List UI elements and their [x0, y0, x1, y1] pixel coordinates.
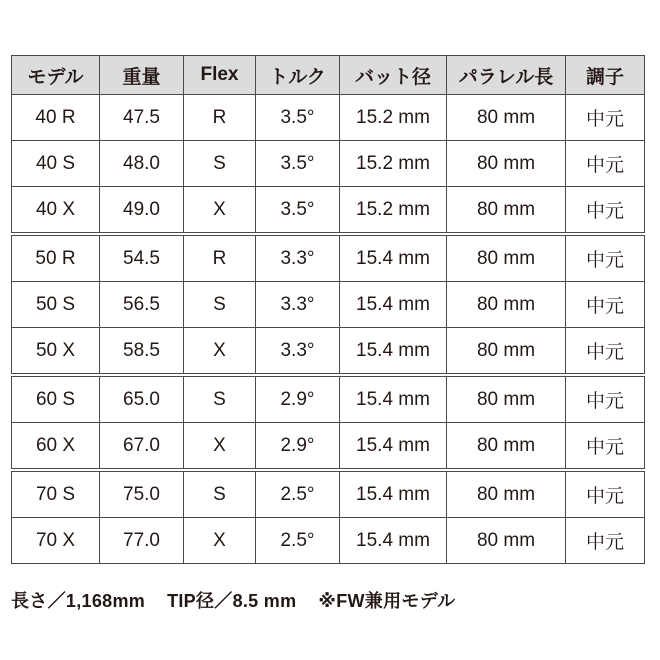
- cell-kick-point: 中元: [566, 282, 645, 328]
- cell-flex: X: [184, 328, 256, 376]
- table-row: [12, 234, 645, 282]
- cell-model: 70 S: [12, 470, 100, 518]
- cell-flex: X: [184, 423, 256, 471]
- cell-kick-point: 中元: [566, 470, 645, 518]
- footnote: [11, 587, 455, 613]
- cell-weight: 67.0: [100, 423, 184, 471]
- cell-model: 50 R: [12, 234, 100, 282]
- cell-parallel-length: 80 mm: [447, 141, 566, 187]
- cell-weight: 49.0: [100, 187, 184, 235]
- cell-butt-diameter: 15.4 mm: [340, 328, 447, 376]
- cell-torque: 3.5°: [256, 187, 340, 235]
- cell-parallel-length: 80 mm: [447, 282, 566, 328]
- cell-model: 50 S: [12, 282, 100, 328]
- cell-torque: 3.3°: [256, 328, 340, 376]
- header-weight: 重量: [100, 56, 184, 95]
- header-kick-point: 調子: [566, 56, 645, 95]
- table-row: [12, 282, 645, 328]
- shaft-spec-table: [11, 55, 645, 564]
- cell-parallel-length: 80 mm: [447, 234, 566, 282]
- cell-kick-point: 中元: [566, 423, 645, 471]
- cell-model: 40 R: [12, 95, 100, 141]
- cell-butt-diameter: 15.4 mm: [340, 423, 447, 471]
- cell-parallel-length: 80 mm: [447, 423, 566, 471]
- cell-model: 60 X: [12, 423, 100, 471]
- cell-flex: X: [184, 518, 256, 564]
- cell-torque: 2.5°: [256, 470, 340, 518]
- cell-weight: 56.5: [100, 282, 184, 328]
- cell-kick-point: 中元: [566, 187, 645, 235]
- cell-torque: 3.5°: [256, 95, 340, 141]
- cell-model: 70 X: [12, 518, 100, 564]
- cell-parallel-length: 80 mm: [447, 470, 566, 518]
- cell-kick-point: 中元: [566, 518, 645, 564]
- cell-butt-diameter: 15.4 mm: [340, 518, 447, 564]
- header-model: モデル: [12, 56, 100, 95]
- header-butt-diameter: バット径: [340, 56, 447, 95]
- cell-torque: 3.3°: [256, 282, 340, 328]
- table-row: [12, 470, 645, 518]
- cell-flex: R: [184, 234, 256, 282]
- cell-parallel-length: 80 mm: [447, 187, 566, 235]
- cell-kick-point: 中元: [566, 234, 645, 282]
- table-row: [12, 375, 645, 423]
- cell-model: 60 S: [12, 375, 100, 423]
- cell-weight: 77.0: [100, 518, 184, 564]
- cell-kick-point: 中元: [566, 141, 645, 187]
- cell-kick-point: 中元: [566, 375, 645, 423]
- cell-weight: 75.0: [100, 470, 184, 518]
- cell-parallel-length: 80 mm: [447, 328, 566, 376]
- cell-model: 50 X: [12, 328, 100, 376]
- table-body: [12, 95, 645, 564]
- cell-flex: S: [184, 282, 256, 328]
- header-parallel-length: パラレル長: [447, 56, 566, 95]
- cell-torque: 2.5°: [256, 518, 340, 564]
- cell-weight: 65.0: [100, 375, 184, 423]
- cell-weight: 48.0: [100, 141, 184, 187]
- footnote-length: 長さ／1,168mm: [11, 591, 146, 611]
- header-torque: トルク: [256, 56, 340, 95]
- cell-flex: S: [184, 375, 256, 423]
- cell-parallel-length: 80 mm: [447, 375, 566, 423]
- cell-flex: S: [184, 470, 256, 518]
- cell-torque: 2.9°: [256, 375, 340, 423]
- header-flex: Flex: [184, 56, 256, 95]
- cell-weight: 54.5: [100, 234, 184, 282]
- cell-butt-diameter: 15.4 mm: [340, 470, 447, 518]
- cell-butt-diameter: 15.2 mm: [340, 95, 447, 141]
- table-row: [12, 328, 645, 376]
- footnote-tip-diameter: TIP径／8.5 mm: [167, 591, 297, 611]
- table-row: [12, 423, 645, 471]
- cell-flex: R: [184, 95, 256, 141]
- cell-torque: 3.5°: [256, 141, 340, 187]
- header-row: [12, 56, 645, 95]
- table-row: [12, 518, 645, 564]
- cell-torque: 3.3°: [256, 234, 340, 282]
- cell-butt-diameter: 15.4 mm: [340, 282, 447, 328]
- cell-flex: S: [184, 141, 256, 187]
- table-row: [12, 95, 645, 141]
- cell-butt-diameter: 15.2 mm: [340, 141, 447, 187]
- cell-torque: 2.9°: [256, 423, 340, 471]
- cell-kick-point: 中元: [566, 328, 645, 376]
- cell-weight: 58.5: [100, 328, 184, 376]
- table-row: [12, 187, 645, 235]
- cell-weight: 47.5: [100, 95, 184, 141]
- cell-butt-diameter: 15.2 mm: [340, 187, 447, 235]
- cell-model: 40 X: [12, 187, 100, 235]
- cell-butt-diameter: 15.4 mm: [340, 234, 447, 282]
- cell-model: 40 S: [12, 141, 100, 187]
- cell-parallel-length: 80 mm: [447, 95, 566, 141]
- table-row: [12, 141, 645, 187]
- footnote-fw-note: ※FW兼用モデル: [318, 591, 456, 611]
- cell-kick-point: 中元: [566, 95, 645, 141]
- cell-parallel-length: 80 mm: [447, 518, 566, 564]
- cell-butt-diameter: 15.4 mm: [340, 375, 447, 423]
- cell-flex: X: [184, 187, 256, 235]
